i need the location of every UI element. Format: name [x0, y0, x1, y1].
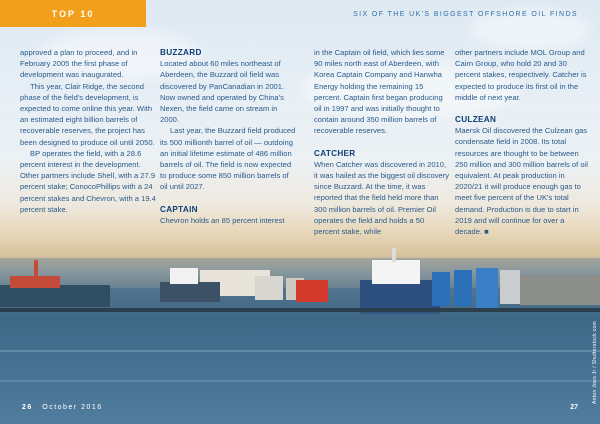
quay-edge [0, 308, 600, 312]
text-column-4 [455, 47, 591, 237]
left-vessel [0, 285, 110, 307]
issue-date: October 2016 [42, 404, 103, 411]
section-heading-culzean: CULZEAN [455, 115, 497, 125]
supply-ship [160, 282, 220, 302]
text-column-1 [20, 47, 156, 215]
storage-tank [255, 276, 283, 300]
paragraph: When Catcher was discovered in 2010, it was hailed as the biggest oil discovery since Buzzard. At the time, it was reported that the field held more than 300 million barrels of oil. Premier Oil operates the field and holds a 50 percent stake, while [314, 159, 450, 237]
blue-silo [432, 272, 450, 306]
paragraph: Last year, the Buzzard field produced its 500 millionth barrel of oil — outdoing an initial lifetime estimate of 486 million barrels of oil. The field is now expected to produce some 850 million barrels of oil until 2027. [160, 126, 296, 192]
red-vessel [296, 280, 328, 302]
blue-silo [454, 270, 472, 306]
paragraph: in the Captain oil field, which lies some 90 miles north east of Aberdeen, with Korea Captain Company and Hanwha Energy holding the remaining 15 percent. Captain first began producing oil in 1997 and was initially thought to contain around 350 million barrels of recoverable reserves. [314, 48, 445, 136]
water-ripple [0, 350, 600, 352]
footer-left [22, 404, 103, 411]
crane [34, 260, 38, 280]
paragraph: approved a plan to proceed, and in February 2005 the first phase of development was inaugurated. [20, 48, 138, 80]
text-column-2 [160, 47, 296, 226]
section-heading-captain: CAPTAIN [160, 204, 198, 214]
paragraph: Located about 60 miles northeast of Aberdeen, the Buzzard oil field was discovered by PanCanadian in 2001. Now owned and operated by China's Nexen, the field came on stream in 2000. [160, 59, 285, 125]
page-number-left: 26 [22, 404, 33, 411]
article-title: SIX OF THE UK'S BIGGEST OFFSHORE OIL FINDS [353, 11, 578, 18]
paragraph: Chevron holds an 85 percent interest [160, 215, 285, 225]
paragraph: This year, Clair Ridge, the second phase of the field's development, is expected to come online this year. With an estimated eight billion barrels of recoverable reserves, the project has been designed to produce oil until 2050. [20, 81, 155, 147]
grey-silo [500, 270, 520, 304]
ship-mast [392, 248, 396, 262]
paragraph: other partners include MOL Group and Cairn Group, who hold 20 and 30 percent stakes, respectively. Catcher is expected to produce its first oil in the middle of next year. [455, 48, 587, 102]
town-buildings [520, 275, 600, 305]
offshore-ship-bridge [372, 260, 420, 284]
section-heading-catcher: CATCHER [314, 148, 356, 158]
page-number-right: 27 [570, 404, 578, 411]
section-heading-buzzard: BUZZARD [160, 48, 202, 57]
text-column-3 [314, 47, 450, 237]
photo-credit: Anton Joes Jr / Shutterstock.com [592, 321, 598, 404]
supply-ship-bridge [170, 268, 198, 284]
section-tab: TOP 10 [0, 0, 146, 27]
harbour-photo [0, 230, 600, 424]
water-ripple [0, 380, 600, 382]
blue-silo [476, 268, 498, 308]
paragraph: Maersk Oil discovered the Culzean gas condensate field in 2008. Its total resources are thought to be between 250 million and 300 million barrels of oil equivalent. At peak production in 2020/21 it will produce enough gas to meet five percent of the UK's total demand. Production is due to start in 2019 and will continue for over a decade. ■ [455, 126, 588, 237]
paragraph: BP operates the field, with a 28.6 percent interest in the development. Other partners include Shell, with a 27.9 percent stake; ConocoPhillips with a 24 percent stakes and Chevron, with a 19.4 percent stake. [20, 148, 156, 214]
